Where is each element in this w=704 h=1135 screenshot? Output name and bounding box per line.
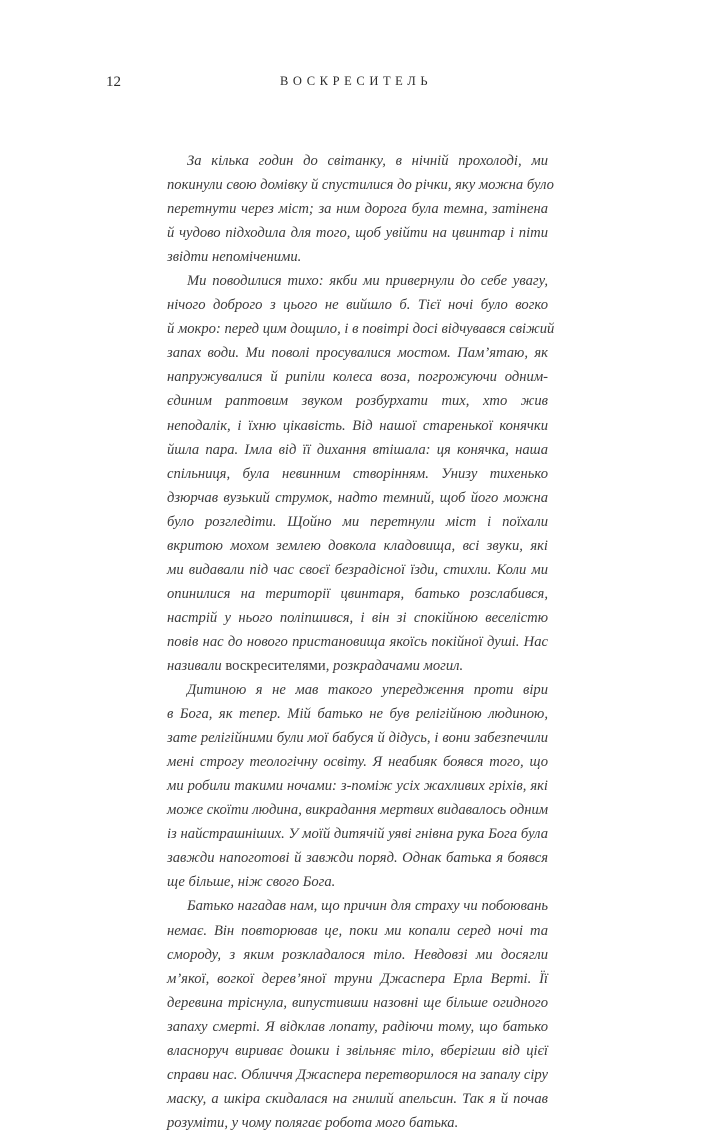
text-line: немає. Він повторював це, поки ми копали серед ночі та <box>167 922 548 939</box>
text-line: За кілька годин до світанку, в нічній прохолоді, ми <box>187 153 548 169</box>
text-line: йшла пара. Імла від її дихання втішала: ця конячка, наша <box>167 441 548 458</box>
text-line: Дитиною я не мав такого упередження проти віри <box>187 682 548 699</box>
paragraph-4 <box>167 894 548 1134</box>
text-line: опинилися на території цвинтаря, батько розслабився, <box>167 585 548 602</box>
text-line: Батько нагадав нам, що причин для страху чи побоювань <box>187 898 548 915</box>
text-line: й мокро: перед цим дощило, і в повітрі досі відчувався свіжий <box>167 321 555 338</box>
text-line: нічого доброго з цього не вийшло б. Тієї ночі було вогко <box>167 297 548 314</box>
text-line: деревина тріснула, випустивши назовні ще більше огидного <box>167 994 548 1011</box>
text-line: смороду, з яким розкладалося тіло. Невдовзі ми досягли <box>167 946 548 963</box>
text-line: запах води. Ми поволі просувалися мостом. Пам’ятаю, як <box>167 345 548 362</box>
text-line: зате релігійними були мої бабуся й дідусь, і вони забезпечили <box>167 730 548 747</box>
text-line: ще більше, ніж свого Бога. <box>167 874 336 891</box>
text-line <box>167 654 548 678</box>
text-line: маску, а шкіра скидалася на гнилий апельсин. Так я й почав <box>167 1090 548 1107</box>
text-line: перетнути через міст; за ним дорога була темна, затінена <box>167 201 548 218</box>
text-line: розуміти, у чому полягає робота мого батька. <box>167 1114 459 1131</box>
text-line: м’якої, вогкої дерев’яної труни Джаспера Ерла Верті. Її <box>167 970 548 987</box>
text-line: дзюрчав вузький струмок, надто темний, щоб його можна <box>167 489 548 506</box>
text-line: вкритою мохом землею довкола кладовища, всі звуки, які <box>167 537 548 554</box>
running-head-title: ВОСКРЕСИТЕЛЬ <box>280 74 433 88</box>
text-fragment: називали <box>167 657 226 674</box>
text-line: справи нас. Обличчя Джаспера перетворилося на запалу сіру <box>167 1066 548 1083</box>
text-line: мені строгу теологічну освіту. Я неабияк боявся того, що <box>167 754 548 771</box>
text-fragment: , розкрадачами могил. <box>325 657 464 674</box>
text-line: звідти непоміченими. <box>167 249 302 266</box>
text-line: може скоїти людина, викрадання мертвих видавалось одним <box>167 802 549 819</box>
upright-term: воскресителями <box>225 657 326 674</box>
text-line: повів нас до нового пристановища якоїсь покійної душі. Нас <box>167 633 548 650</box>
text-line: покинули свою домівку й спустилися до річки, яку можна було <box>167 177 554 194</box>
text-line: завжди напоготові й завжди поряд. Однак батька я боявся <box>167 850 548 867</box>
text-line: ми робили такими ночами: з-поміж усіх жахливих гріхів, які <box>167 778 548 795</box>
paragraph-3 <box>167 678 548 894</box>
text-line: єдиним раптовим звуком розбурхати тих, хто жив <box>167 393 548 410</box>
text-line: власноруч вириває дошки і звільняє тіло, вберігши від цієї <box>167 1042 548 1059</box>
text-line: спільниця, була невинним створінням. Унизу тихенько <box>167 465 548 482</box>
text-line: й чудово підходила для того, щоб увійти на цвинтар і піти <box>167 225 548 242</box>
text-line: із найстрашніших. У моїй дитячій уяві гнівна рука Бога була <box>167 826 548 843</box>
text-line: неподалік, і їхню цікавість. Від нашої старенької конячки <box>167 417 548 434</box>
paragraph-1 <box>167 149 554 269</box>
text-line: було розгледіти. Щойно ми перетнули міст і поїхали <box>167 513 548 530</box>
text-line: в Бога, як тепер. Мій батько не був релігійною людиною, <box>167 706 548 723</box>
paragraph-2 <box>167 269 555 678</box>
text-line: настрій у нього поліпшився, і він зі спокійною веселістю <box>167 609 548 626</box>
text-line: запаху смерті. Я відклав лопату, радіючи тому, що батько <box>167 1018 548 1035</box>
page-number: 12 <box>106 74 121 90</box>
text-line: ми видавали під час своєї безрадісної їзди, стихли. Коли ми <box>167 561 548 578</box>
body-text <box>167 149 555 1135</box>
text-line: Ми поводилися тихо: якби ми привернули до себе увагу, <box>187 273 548 290</box>
text-line: напружувалися й рипіли колеса воза, погрожуючи одним- <box>167 369 548 386</box>
